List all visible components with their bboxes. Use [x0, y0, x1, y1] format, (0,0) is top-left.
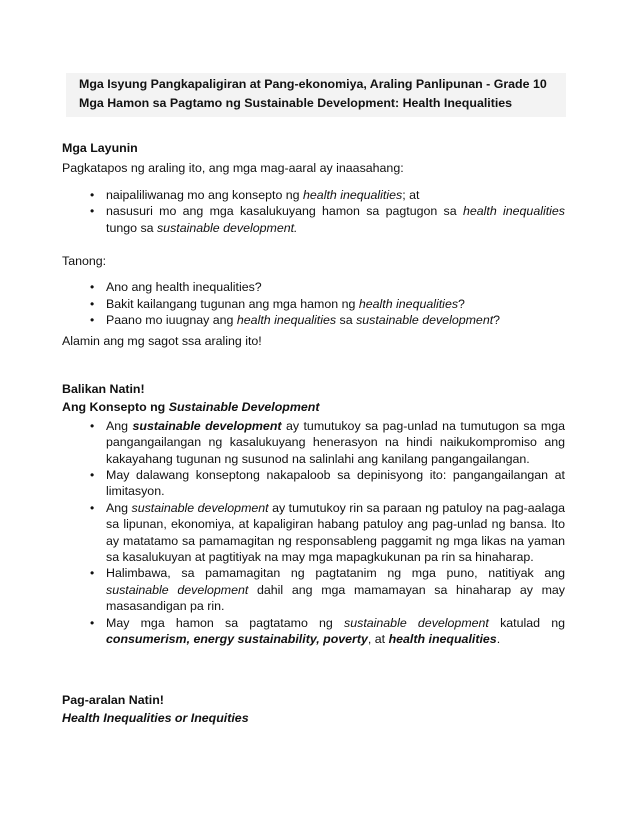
bullet-icon: • [90, 296, 95, 311]
pagaralan-heading: Pag-aralan Natin! [62, 693, 164, 707]
bullet-icon: • [90, 468, 95, 483]
document-subtitle: Mga Hamon sa Pagtamo ng Sustainable Development: Health Inequalities [79, 96, 513, 110]
bullet-icon: • [90, 313, 95, 328]
bullet-icon: • [90, 566, 95, 581]
pagaralan-section [62, 692, 565, 727]
tanong-heading: Tanong: [62, 254, 107, 268]
list-item: • May dalawang konseptong nakapaloob sa depinisyong ito: pangangailangan at limitasyon. [90, 468, 565, 499]
balikan-heading: Balikan Natin! [62, 382, 145, 396]
list-item: • Halimbawa, sa pamamagitan ng pagtatanim ng mga puno, natitiyak ang sustainable development dahil ang mga mamamayan sa hinaharap ay may masasandigan pa rin. [90, 566, 565, 614]
bullet-icon: • [90, 187, 95, 202]
layunin-heading: Mga Layunin [62, 141, 138, 155]
layunin-intro: Pagkatapos ng araling ito, ang mga mag-aaral ay inaasahang: [62, 161, 404, 176]
list-item: • nasusuri mo ang mga kasalukuyang hamon sa pagtugon sa health inequalities tungo sa sustainable development. [90, 204, 565, 235]
layunin-list [62, 187, 565, 236]
layunin-section [62, 140, 565, 236]
balikan-section [62, 381, 565, 648]
list-item: • Bakit kailangang tugunan ang mga hamon ng health inequalities? [90, 296, 465, 311]
list-item: • naipaliliwanag mo ang konsepto ng health inequalities; at [90, 187, 420, 202]
document-title: Mga Isyung Pangkapaligiran at Pang-ekonomiya, Araling Panlipunan - Grade 10 [79, 77, 547, 91]
balikan-list [62, 418, 565, 648]
tanong-section [62, 253, 565, 329]
list-item: • Ang sustainable development ay tumutukoy rin sa paraan ng patuloy na pag-aalaga sa lipunan, ekonomiya, at kapaligiran habang patuloy ang pag-unlad ng bansa. Ito ay matatamo sa pamamagitan ng responsableng paggamit ng mga likas na yaman sa kasalukuyan at pagtitiyak na may mga mapagkukunan pa rin sa hinaharap. [90, 500, 565, 565]
tanong-list [62, 279, 565, 328]
bullet-icon: • [90, 204, 95, 219]
balikan-subheading: Ang Konsepto ng Sustainable Development [62, 400, 320, 415]
list-item: • Ang sustainable development ay tumutukoy sa pag-unlad na tumutugon sa mga pangangailangan ng kasalukuyang henerasyon na hindi naikukompromiso ang kakayahang tugunan ng susunod na salinlahi ang kanilang pangangailangan. [90, 418, 565, 466]
pagaralan-subheading: Health Inequalities or Inequities [62, 711, 249, 726]
list-item: • Paano mo iuugnay ang health inequalities sa sustainable development? [90, 313, 501, 328]
bullet-icon: • [90, 500, 95, 515]
bullet-icon: • [90, 615, 95, 630]
bullet-icon: • [90, 418, 95, 433]
bullet-icon: • [90, 280, 95, 295]
list-item: • May mga hamon sa pagtatamo ng sustainable development katulad ng consumerism, energy sustainability, poverty, at health inequalities. [90, 615, 566, 647]
closing-text: Alamin ang mg sagot ssa araling ito! [62, 334, 262, 348]
list-item: • Ano ang health inequalities? [90, 280, 262, 295]
